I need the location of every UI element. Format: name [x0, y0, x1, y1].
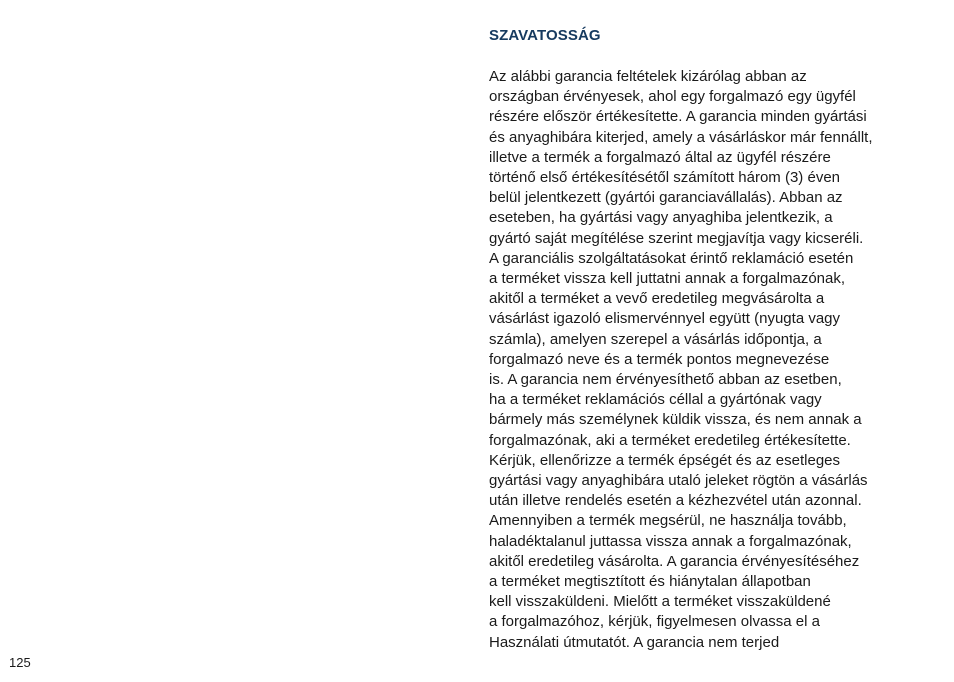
text-line: kell visszaküldeni. Mielőtt a terméket visszaküldené [489, 593, 831, 611]
text-line: forgalmazó neve és a termék pontos megnevezése [489, 350, 830, 368]
text-line: számla), amelyen szerepel a vásárlás időpontja, a [489, 330, 822, 348]
text-line: ha a terméket reklamációs céllal a gyártónak vagy [489, 391, 822, 409]
text-line: a terméket megtisztított és hiánytalan állapotban [489, 573, 811, 591]
text-line: Az alábbi garancia feltételek kizárólag abban az [489, 68, 807, 85]
text-line: A garanciális szolgáltatásokat érintő reklamáció esetén [489, 249, 854, 267]
page-number: 125 [9, 655, 31, 670]
warranty-section [489, 27, 934, 653]
text-line: is. A garancia nem érvényesíthető abban az esetben, [489, 371, 842, 389]
text-line: vásárlást igazoló elismervénnyel együtt (nyugta vagy [489, 310, 841, 328]
text-line: forgalmazónak, aki a terméket eredetileg értékesítette. [489, 431, 851, 449]
warranty-text [489, 67, 934, 653]
text-line: bármely más személynek küldik vissza, és nem annak a [489, 411, 862, 429]
text-line: a terméket vissza kell juttatni annak a forgalmazónak, [489, 270, 846, 288]
text-line: gyártási vagy anyaghibára utaló jeleket rögtön a vásárlás [489, 472, 868, 490]
text-line: akitől eredetileg vásárolta. A garancia érvényesítéséhez [489, 552, 860, 570]
section-heading: SZAVATOSSÁG [489, 27, 601, 44]
text-line: eseteben, ha gyártási vagy anyaghiba jelentkezik, a [489, 209, 833, 227]
text-line: gyártó saját megítélése szerint megjavítja vagy kicseréli. [489, 229, 864, 247]
text-line: akitől a terméket a vevő eredetileg megvásárolta a [489, 290, 825, 308]
text-line: országban érvényesek, ahol egy forgalmazó egy ügyfél [489, 88, 856, 106]
text-line: belül jelentkezett (gyártói garanciavállalás). Abban az [489, 189, 843, 207]
text-line: részére először értékesítette. A garancia minden gyártási [489, 108, 867, 126]
text-line: Amennyiben a termék megsérül, ne használja tovább, [489, 512, 847, 530]
text-line: haladéktalanul juttassa vissza annak a forgalmazónak, [489, 532, 852, 550]
text-line: Kérjük, ellenőrizze a termék épségét és az esetleges [489, 451, 841, 469]
text-line: illetve a termék a forgalmazó által az ügyfél részére [489, 148, 831, 166]
text-line: után illetve rendelés esetén a kézhezvétel után azonnal. [489, 492, 862, 510]
text-line: és anyaghibára kiterjed, amely a vásárláskor már fennállt, [489, 128, 873, 146]
text-line: Használati útmutatót. A garancia nem terjed [489, 633, 780, 651]
text-line: a forgalmazóhoz, kérjük, figyelmesen olvassa el a [489, 613, 820, 631]
text-line: történő első értékesítésétől számított három (3) éven [489, 169, 840, 187]
